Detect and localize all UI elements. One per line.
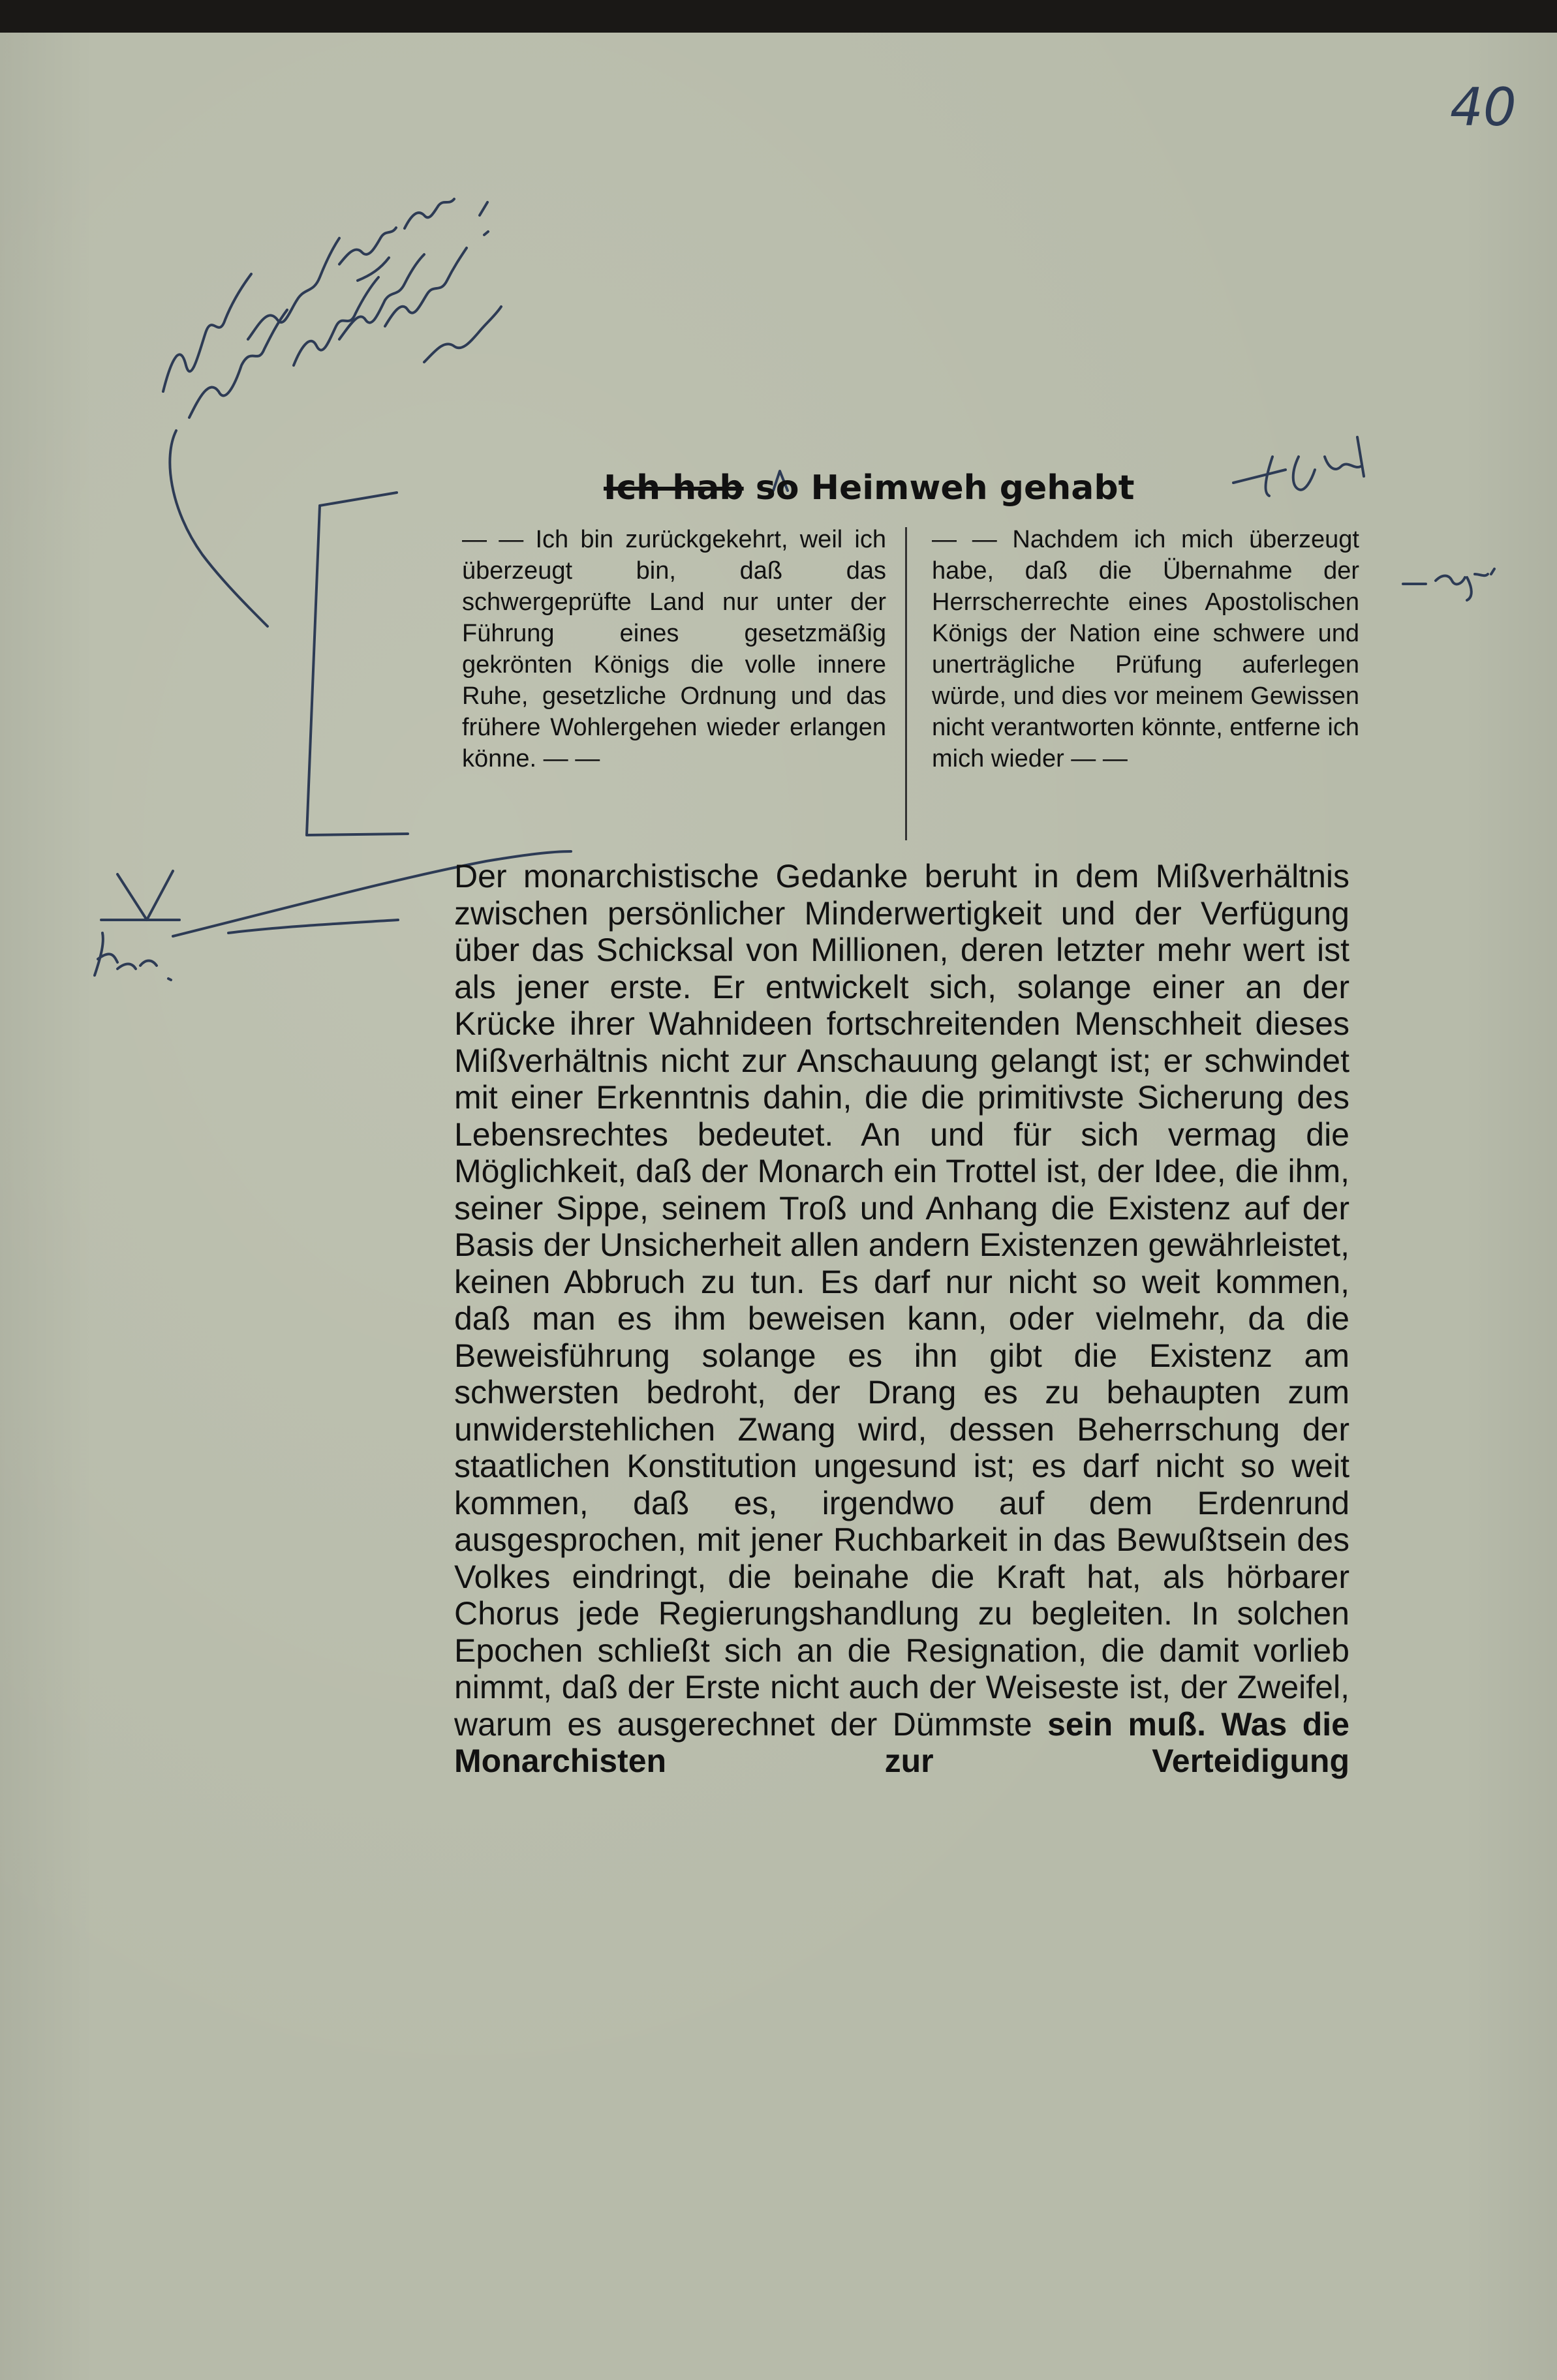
handwriting-scribble xyxy=(248,238,339,339)
body-last-line: sein muß. Was die Monarchisten zur Verteidigung xyxy=(454,1705,1349,1779)
column-divider xyxy=(905,527,907,840)
margin-bracket xyxy=(170,431,268,626)
handwriting-scribble xyxy=(189,310,287,418)
handwriting-scribble xyxy=(95,933,171,980)
handwriting-scribble xyxy=(385,248,467,326)
handwriting-scribble xyxy=(1233,437,1364,496)
handwriting-scribble xyxy=(480,202,488,235)
article-body xyxy=(454,858,1349,1780)
insertion-mark xyxy=(117,871,173,920)
body-paragraph: Der monarchistische Gedanke beruht in dem Mißverhältnis zwischen persönlicher Minderwertigkeit und der Verfügung über das Schicksal von Millionen, deren letzter mehr wert ist als jener erste. Er entwickelt sich, solange einer an der Krücke ihrer Wahnideen fortschreitenden Menschheit dieses Mißverhältnis nicht zur Anschauung gelangt ist; er schwindet mit einer Erkenntnis dahin, die die primitivste Sicherung des Lebensrechtes bedeutet. An und für sich vermag die Möglichkeit, daß der Monarch ein Trottel ist, der Idee, die ihm, seiner Sippe, seinem Troß und Anhang die Existenz auf der Basis der Unsicherheit allen andern Existenzen gewährleistet, keinen Abbruch zu tun. Es darf nur nicht so weit kommen, daß man es ihm beweisen kann, oder vielmehr, da die Beweisführung solange es ihn gibt die Existenz am schwersten bedroht, der Drang es zu behaupten zum unwiderstehlichen Zwang wird, dessen Beherrschung der staatlichen Konstitution ungesund ist; es darf nicht so weit kommen, daß es, irgendwo auf dem Erdenrund ausgesprochen, mit jener Ruchbarkeit in das Bewußtsein des Volkes eindringt, die beinahe die Kraft hat, als hörbarer Chorus jede Regierungshandlung zu begleiten. In solchen Epochen schließt sich an die Resignation, die damit vorlieb nimmt, daß der Erste nicht auch der Weiseste ist, der Zweifel, warum es ausgerechnet der Dümmste xyxy=(454,858,1349,1743)
handwriting-scribble xyxy=(1403,569,1494,600)
handwriting-scribble xyxy=(405,199,454,228)
margin-bracket xyxy=(307,506,408,835)
title-text: so Heimweh gehabt xyxy=(743,468,1135,508)
page-number: 40 xyxy=(1450,77,1517,138)
handwriting-scribble xyxy=(339,228,396,281)
article-title xyxy=(604,468,1204,508)
insertion-mark xyxy=(228,920,398,933)
margin-bracket xyxy=(320,493,397,506)
intro-left-column: — — Ich bin zurückgekehrt, weil ich überzeugt bin, daß das schwergeprüfte Land nur unter der Führung eines gesetzmäßig gekrönten Königs die volle innere Ruhe, gesetzliche Ordnung und das frühere Wohlergehen wieder erlangen könne. — — xyxy=(462,526,886,772)
handwriting-scribble xyxy=(424,307,501,362)
intro-right-column: — — Nachdem ich mich überzeugt habe, daß die Übernahme der Herrscherrechte eines Apostolischen Königs der Nation eine schwere und unerträgliche Prüfung auferlegen würde, und dies vor meinem Gewissen nicht verantworten könnte, entferne ich mich wieder — — xyxy=(932,526,1359,772)
title-struck-text: Ich hab xyxy=(604,468,744,508)
